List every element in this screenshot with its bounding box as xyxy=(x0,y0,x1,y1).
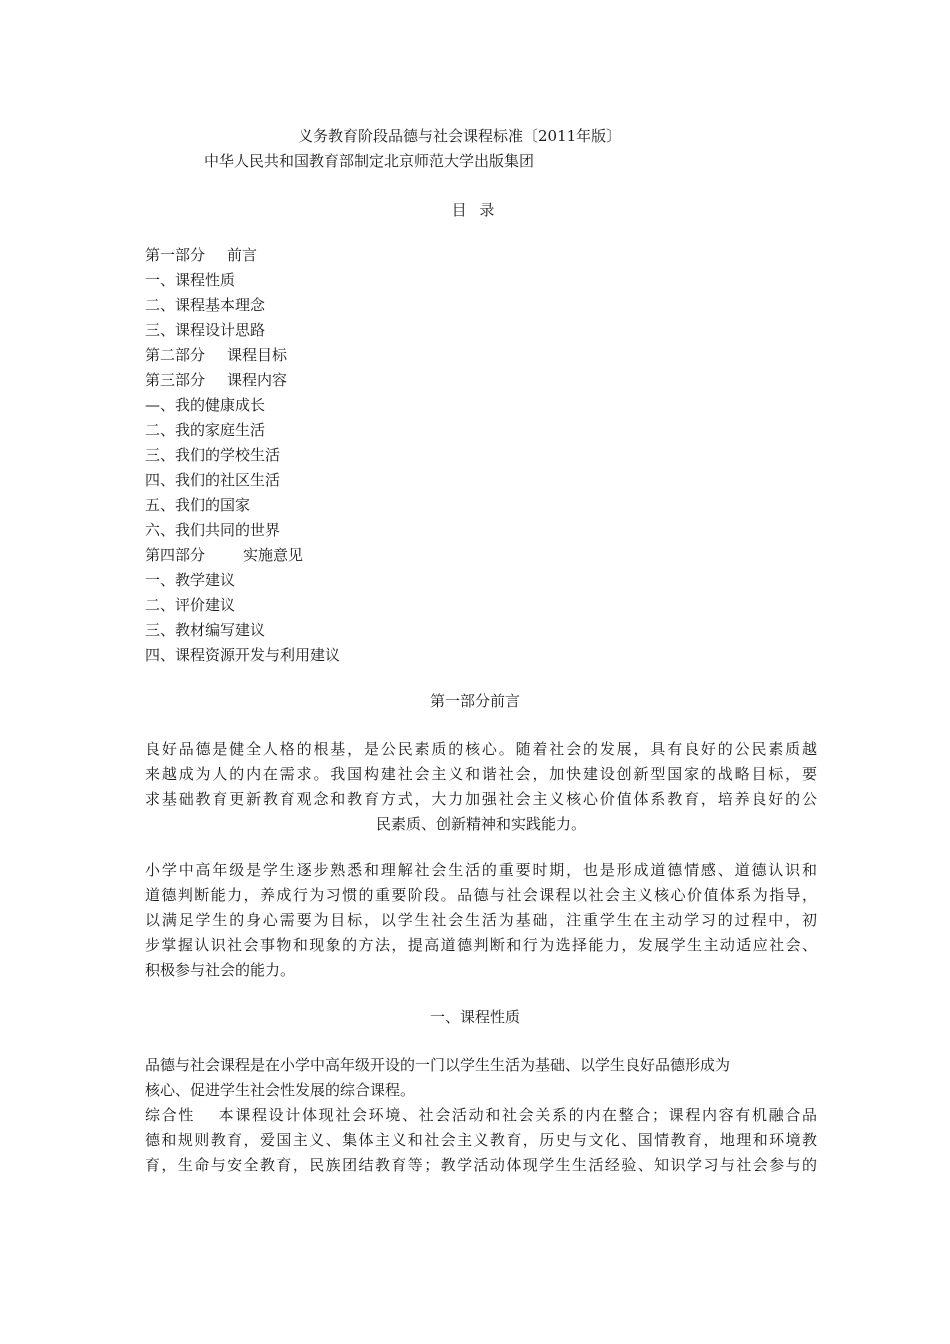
toc-part-2[interactable] xyxy=(145,343,340,368)
text-line: 民素质、创新精神和实践能力。 xyxy=(375,815,586,833)
toc-item[interactable]: 一、课程性质 xyxy=(145,271,236,289)
text-line-content: 本课程设计体现社会环境、社会活动和社会关系的内在整合；课程内容有机融合品 xyxy=(217,1106,817,1124)
toc-part-4[interactable] xyxy=(145,543,340,568)
toc-item[interactable]: 五、我们的国家 xyxy=(145,496,251,514)
section-heading-preface: 第一部分前言 xyxy=(429,692,520,710)
toc-item[interactable]: 六、我们共同的世界 xyxy=(145,521,281,539)
text-line xyxy=(145,1103,817,1128)
toc-item[interactable]: 四、我们的社区生活 xyxy=(145,471,281,489)
nature-paragraph-2 xyxy=(145,1103,817,1178)
text-line: 品德与社会课程是在小学中高年级开设的一门以学生生活为基础、以学生良好品德形成为 xyxy=(145,1056,731,1074)
text-line: 核心、促进学生社会性发展的综合课程。 xyxy=(145,1081,416,1099)
section-heading-nature: 一、课程性质 xyxy=(429,1008,520,1026)
toc-part-title: 课程目标 xyxy=(227,346,288,364)
preface-paragraph-2 xyxy=(145,858,817,983)
document-title: 义务教育阶段品德与社会课程标准〔2011年版〕 xyxy=(298,127,622,145)
toc-item[interactable]: 三、教材编写建议 xyxy=(145,621,266,639)
toc-item[interactable]: 二、评价建议 xyxy=(145,596,236,614)
text-line: 良好品德是健全人格的根基，是公民素质的核心。随着社会的发展，具有良好的公民素质越 xyxy=(145,740,817,758)
preface-paragraph-1 xyxy=(145,737,817,837)
toc-part-title: 前言 xyxy=(227,246,258,264)
toc-item[interactable]: 二、我的家庭生活 xyxy=(145,421,266,439)
toc-item[interactable]: 四、课程资源开发与利用建议 xyxy=(145,646,341,664)
document-subtitle: 中华人民共和国教育部制定北京师范大学出版集团 xyxy=(204,152,535,170)
text-line: 以满足学生的身心需要为目标，以学生社会生活为基础，注重学生在主动学习的过程中，初 xyxy=(145,911,817,929)
text-line: 小学中高年级是学生逐步熟悉和理解社会生活的重要时期，也是形成道德情感、道德认识和 xyxy=(145,861,817,879)
text-line: 积极参与社会的能力。 xyxy=(145,961,296,979)
toc-item[interactable]: 三、我们的学校生活 xyxy=(145,446,281,464)
toc-part-label: 第三部分 xyxy=(145,371,206,389)
toc-heading: 目 录 xyxy=(451,201,499,219)
toc-item[interactable]: 三、课程设计思路 xyxy=(145,321,266,339)
text-line: 道德判断能力，养成行为习惯的重要阶段。品德与社会课程以社会主义核心价值体系为指导， xyxy=(145,886,817,904)
toc-item[interactable]: —、我的健康成长 xyxy=(145,396,266,414)
toc-part-1[interactable] xyxy=(145,243,340,268)
text-line: 育，生命与安全教育，民族团结教育等；教学活动体现学生生活经验、知识学习与社会参与的 xyxy=(145,1156,817,1174)
toc-part-title: 课程内容 xyxy=(227,371,288,389)
toc-part-label: 第四部分 xyxy=(145,546,206,564)
text-line: 步掌握认识社会事物和现象的方法，提高道德判断和行为选择能力，发展学生主动适应社会、 xyxy=(145,936,817,954)
table-of-contents xyxy=(145,243,340,668)
toc-item[interactable]: 一、教学建议 xyxy=(145,571,236,589)
toc-part-label: 第二部分 xyxy=(145,346,206,364)
toc-item[interactable]: 二、课程基本理念 xyxy=(145,296,266,314)
comprehensive-label: 综合性 xyxy=(145,1106,195,1124)
toc-part-title: 实施意见 xyxy=(243,546,304,564)
text-line: 求基础教育更新教育观念和教育方式，大力加强社会主义核心价值体系教育，培养良好的公 xyxy=(145,790,817,808)
text-line: 来越成为人的内在需求。我国构建社会主义和谐社会，加快建设创新型国家的战略目标，要 xyxy=(145,765,817,783)
toc-part-3[interactable] xyxy=(145,368,340,393)
toc-part-label: 第一部分 xyxy=(145,246,206,264)
text-line: 德和规则教育，爱国主义、集体主义和社会主义教育，历史与文化、国情教育，地理和环境教 xyxy=(145,1131,817,1149)
nature-paragraph-1 xyxy=(145,1053,817,1103)
